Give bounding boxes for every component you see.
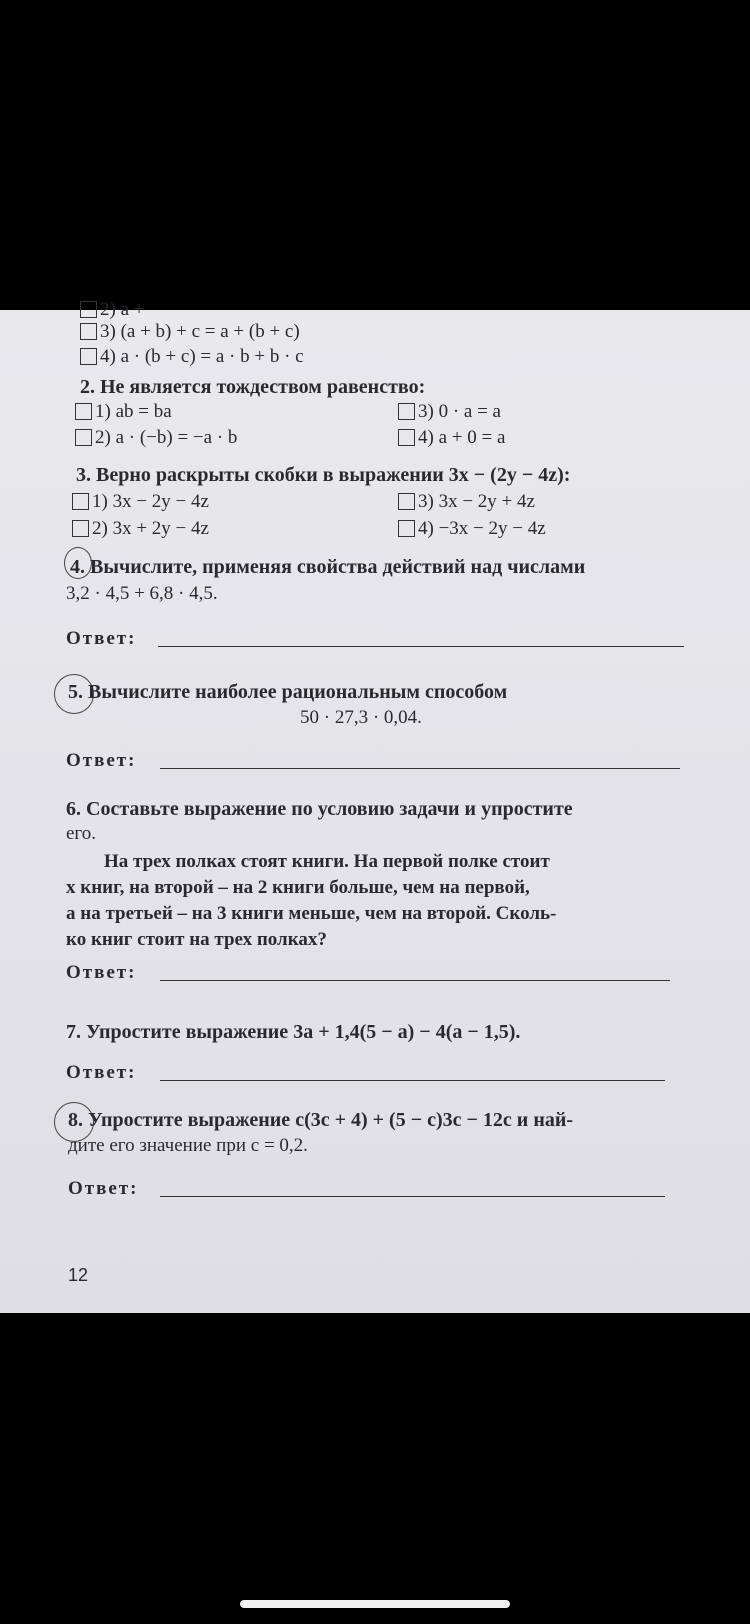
question-6-title: 6. Составьте выражение по условию задачи и упростите xyxy=(66,798,573,820)
answer-line[interactable] xyxy=(160,980,670,981)
checkbox[interactable] xyxy=(72,493,89,510)
cut-option-line: 2) a + xyxy=(80,298,144,322)
q3-option-1: 1) 3x − 2y − 4z xyxy=(72,490,209,514)
q2-option-4: 4) a + 0 = a xyxy=(398,426,505,450)
q5-expression: 50 · 27,3 · 0,04. xyxy=(300,707,422,728)
answer-label: Ответ: xyxy=(66,962,137,983)
q8-title-cont: дите его значение при c = 0,2. xyxy=(68,1135,308,1156)
checkbox[interactable] xyxy=(80,348,97,365)
answer-line[interactable] xyxy=(160,1196,665,1197)
question-7-title: 7. Упростите выражение 3a + 1,4(5 − a) − 4(a − 1,5). xyxy=(66,1021,521,1043)
question-2-title: 2. Не является тождеством равенство: xyxy=(80,376,426,398)
option-3: 3) (a + b) + c = a + (b + c) xyxy=(80,320,300,344)
q4-expression: 3,2 · 4,5 + 6,8 · 4,5. xyxy=(66,583,218,604)
checkbox[interactable] xyxy=(80,301,97,318)
question-5-title: 5. Вычислите наиболее рациональным способом xyxy=(68,681,508,703)
checkbox[interactable] xyxy=(80,323,97,340)
page-number: 12 xyxy=(68,1265,89,1285)
checkbox[interactable] xyxy=(398,493,415,510)
checkbox[interactable] xyxy=(72,520,89,537)
answer-label: Ответ: xyxy=(68,1178,139,1199)
checkbox[interactable] xyxy=(398,403,415,420)
q6-problem-line-3: а на третьей – на 3 книги меньше, чем на второй. Сколь- xyxy=(66,903,557,924)
q6-problem-line-4: ко книг стоит на трех полках? xyxy=(66,929,327,950)
question-3-title: 3. Верно раскрыты скобки в выражении 3x − (2y − 4z): xyxy=(76,464,571,486)
q6-problem-line-1: На трех полках стоят книги. На первой полке стоит xyxy=(104,851,550,872)
textbook-page xyxy=(0,299,750,1313)
option-4: 4) a · (b + c) = a · b + b · c xyxy=(80,345,304,369)
q2-option-1: 1) ab = ba xyxy=(75,400,172,424)
q3-option-3: 3) 3x − 2y + 4z xyxy=(398,490,535,514)
q2-option-2: 2) a · (−b) = −a · b xyxy=(75,426,237,450)
q6-problem-line-2: x книг, на второй – на 2 книги больше, чем на первой, xyxy=(66,877,530,898)
answer-line[interactable] xyxy=(158,646,684,647)
q6-title-cont: его. xyxy=(66,823,97,844)
answer-label: Ответ: xyxy=(66,750,137,771)
question-8-title: 8. Упростите выражение c(3c + 4) + (5 − c)3c − 12c и най- xyxy=(68,1109,574,1131)
answer-label: Ответ: xyxy=(66,1062,137,1083)
checkbox[interactable] xyxy=(398,520,415,537)
q3-option-4: 4) −3x − 2y − 4z xyxy=(398,517,546,541)
checkbox[interactable] xyxy=(75,403,92,420)
q2-option-3: 3) 0 · a = a xyxy=(398,400,501,424)
home-indicator[interactable] xyxy=(240,1600,510,1608)
answer-line[interactable] xyxy=(160,768,680,769)
question-4-title: 4. Вычислите, применяя свойства действий над числами xyxy=(70,556,586,578)
answer-line[interactable] xyxy=(160,1080,665,1081)
checkbox[interactable] xyxy=(75,429,92,446)
answer-label: Ответ: xyxy=(66,628,137,649)
q3-option-2: 2) 3x + 2y − 4z xyxy=(72,517,209,541)
checkbox[interactable] xyxy=(398,429,415,446)
